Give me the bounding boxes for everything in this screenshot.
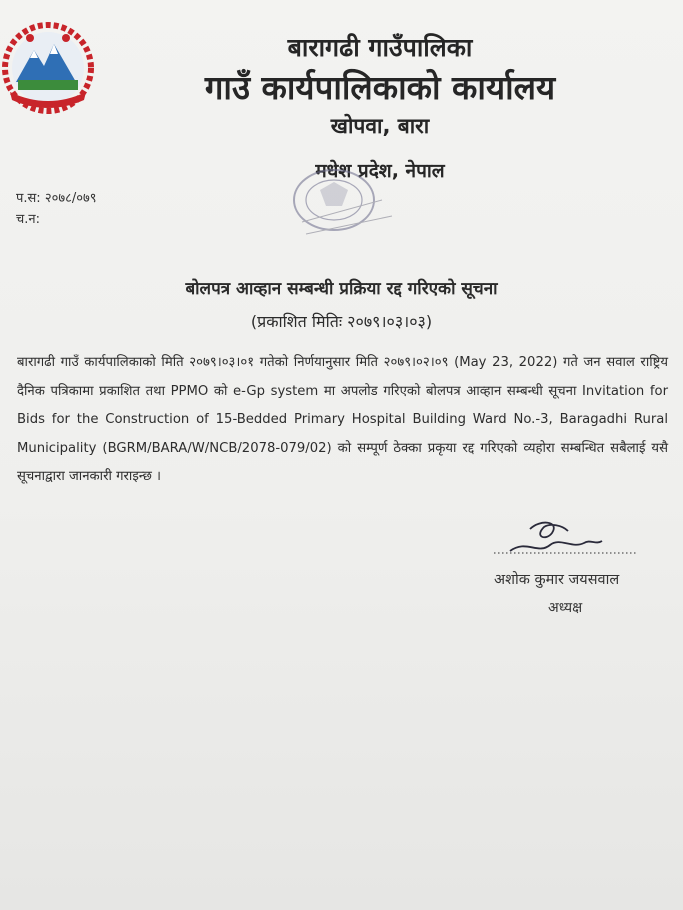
nepal-emblem-icon — [0, 22, 96, 114]
office-stamp-icon — [282, 160, 400, 250]
province-line: मधेश प्रदेश, नेपाल — [315, 160, 445, 182]
signatory-title: अध्यक्ष — [548, 600, 583, 616]
dispatch-number: च.न: — [16, 212, 40, 227]
office-location: खोपवा, बारा — [330, 114, 430, 138]
reference-number: प.स: २०७८/०७९ — [16, 191, 97, 206]
published-date: (प्रकाशित मितिः २०७९।०३।०३) — [250, 312, 433, 331]
notice-title: बोलपत्र आव्हान सम्बन्धी प्रक्रिया रद्द गरिएको सूचना — [185, 279, 498, 299]
signature-icon — [490, 515, 640, 563]
office-title: गाउँ कार्यपालिकाको कार्यालय — [204, 68, 556, 107]
municipality-name: बारागढी गाउँपालिका — [287, 33, 473, 62]
signatory-name: अशोक कुमार जयसवाल — [494, 572, 620, 588]
notice-body: बारागढी गाउँ कार्यपालिकाको मिति २०७९।०३।०१ गतेको निर्णयानुसार मिति २०७९।०२।०९ (May 23, 2022) गते जन सवाल राष्ट्रिय दैनिक पत्रिकामा प्रकाशित तथा PPMO को e-Gp system मा अपलोड गरिएको बोलपत्र आव्हान सम्बन्धी सूचना Invitation for Bids for the Construction of 15-Bedded Primary Hospital Building Ward No.-3, Baragadhi Rural Municipality (BGRM/BARA/W/NCB/2078-079/02) को सम्पूर्ण ठेक्का प्रकृया रद्द गरिएको व्यहोरा सम्बन्धित सबैलाई यसै सूचनाद्वारा जानकारी गराइन्छ । — [17, 355, 668, 484]
